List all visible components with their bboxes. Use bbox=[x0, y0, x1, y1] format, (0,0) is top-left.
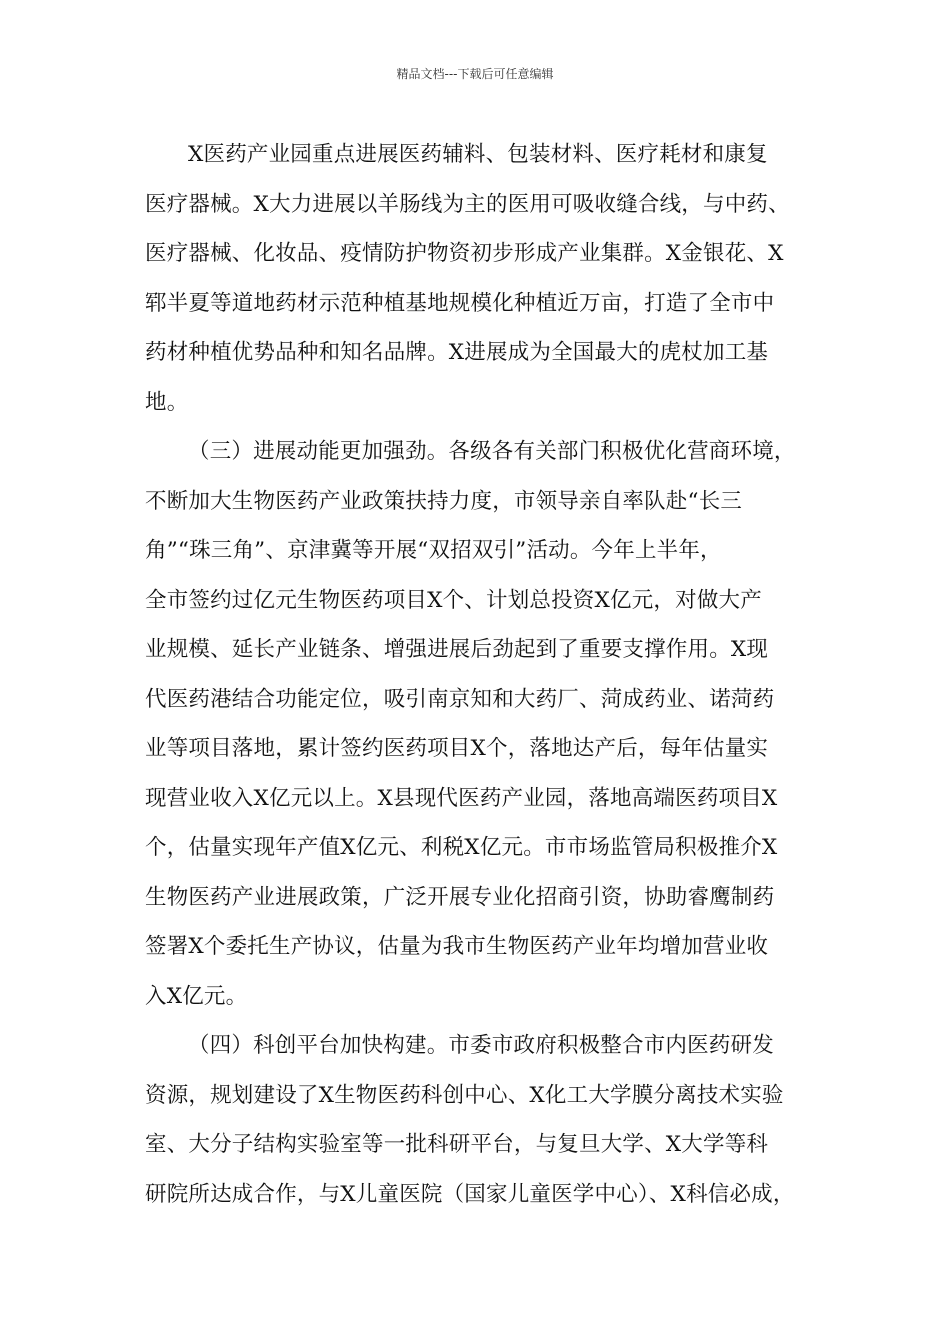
text-line: 入X亿元。 bbox=[145, 983, 248, 1009]
text-line: 研院所达成合作，与X儿童医院（国家儿童医学中心）、X科信必成， bbox=[145, 1181, 795, 1207]
text-line: 药材种植优势品种和知名品牌。X进展成为全国最大的虎杖加工基 bbox=[145, 340, 769, 365]
text-line: 地。 bbox=[145, 389, 189, 415]
document-body bbox=[145, 130, 825, 1219]
text-line: 业规模、延长产业链条、增强进展后劲起到了重要支撑作用。X现 bbox=[145, 637, 769, 662]
text-line: 医疗器械。X大力进展以羊肠线为主的医用可吸收缝合线，与中药、 bbox=[145, 191, 790, 217]
text-line: 个，估量实现年产值X亿元、利税X亿元。市市场监管局积极推介X bbox=[145, 835, 778, 860]
text-line: 不断加大生物医药产业政策扶持力度，市领导亲自率队赴“长三 bbox=[145, 488, 743, 514]
text-line: 代医药港结合功能定位，吸引南京知和大药厂、菏成药业、诺菏药 bbox=[145, 686, 775, 712]
text-line: X医药产业园重点进展医药辅料、包装材料、医疗耗材和康复 bbox=[188, 142, 768, 167]
text-line: 资源，规划建设了X生物医药科创中心、X化工大学膜分离技术实验 bbox=[145, 1082, 784, 1108]
text-line: 全市签约过亿元生物医药项目X个、计划总投资X亿元，对做大产 bbox=[145, 587, 762, 613]
text-line: 角”“珠三角”、京津冀等开展“双招双引”活动。今年上半年， bbox=[145, 538, 722, 563]
text-line: 生物医药产业进展政策，广泛开展专业化招商引资，协助睿鹰制药 bbox=[145, 884, 775, 910]
text-line: （四）科创平台加快构建。市委市政府积极整合市内医药研发 bbox=[188, 1033, 774, 1058]
text-line: 业等项目落地，累计签约医药项目X个，落地达产后，每年估量实 bbox=[145, 736, 769, 761]
text-line: 现营业收入X亿元以上。X县现代医药产业园，落地高端医药项目X bbox=[145, 785, 778, 811]
text-line: 签署X个委托生产协议，估量为我市生物医药产业年均增加营业收 bbox=[145, 934, 769, 959]
text-line: 医疗器械、化妆品、疫情防护物资初步形成产业集群。X金银花、X bbox=[145, 241, 784, 266]
text-line: （三）进展动能更加强劲。各级各有关部门积极优化营商环境， bbox=[188, 439, 796, 464]
page-header: 精品文档---下载后可任意编辑 bbox=[396, 67, 554, 81]
text-line: 室、大分子结构实验室等一批科研平台，与复旦大学、X大学等科 bbox=[145, 1132, 769, 1157]
text-line: 郓半夏等道地药材示范种植基地规模化种植近万亩，打造了全市中 bbox=[145, 290, 775, 316]
